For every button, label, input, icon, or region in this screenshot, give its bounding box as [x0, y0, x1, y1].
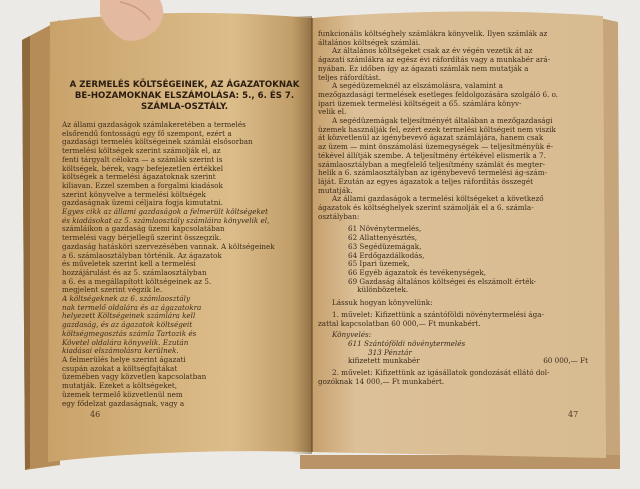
text-line: költségek, bérek, vagy befejezetlen értékkel: [62, 164, 224, 173]
page-number-right: 47: [568, 410, 579, 419]
text-line: teljes ráfordítást.: [318, 73, 381, 82]
text-line: gazdaság, és az ágazatok költségeit: [62, 321, 193, 330]
account-item: 62 Állattenyésztés,: [348, 234, 418, 243]
text-line: és műveletek szerint kell a termelési: [62, 260, 196, 269]
text-line: gazdasági termelés költségeinek számlái elsősorban: [62, 138, 253, 147]
text-line: tékével állítják szembe. A teljesítmény értékével elismerik a 7.: [318, 151, 546, 160]
text-line: számlaosztályban a megfelelő teljesítmény számlát és megter-: [318, 160, 545, 169]
text-line: kiliavan. Ezzel szemben a forgalmi kiadások: [62, 181, 223, 190]
text-line: az üzem — mint önszámolási üzemegységek — teljesítményük é-: [318, 143, 554, 152]
text-line: ágazatok és költséghelyek szerint számolják el a 6. számla-: [318, 204, 534, 213]
text-line: fenti tárgyalt célokra — a számlák szerint is: [62, 155, 223, 164]
section-heading: A ZERMELÉS KÖLTSÉGEINEK, AZ ÁGAZATOKNAK BE-HOZAMOKNAK ELSZÁMOLÁSA: 5., 6. ÉS 7. SZÁMLA-OSZTÁLY.: [69, 80, 300, 112]
text-line: kiadásai elszámolásra kerülnek.: [62, 347, 179, 356]
left-page-content: [62, 40, 307, 420]
account-item: 64 Erdőgazdálkodás,: [348, 251, 425, 260]
text-line: Az általános költségeket csak az év végén vezetik át az: [332, 47, 533, 56]
page-number-left: 46: [90, 410, 101, 419]
booking-line: kifizetett munkabér: [348, 357, 420, 366]
text-line: nak termelő oldalára és az ágazatokra: [62, 303, 202, 312]
text-line: Az állami gazdaságok számlakeretében a termelés: [62, 121, 246, 129]
text-line: a 6. számlaosztályban történik. Az ágazatok: [62, 251, 222, 260]
text-line: zattal kapcsolatban 60 000,— Ft munkabért.: [318, 319, 481, 328]
account-item: 65 Ipari üzemek,: [348, 260, 410, 269]
right-page-text: [318, 30, 608, 386]
text-line: megjelent szerint végzik le.: [62, 286, 163, 295]
text-line: A költségeknek az 6. számlaosztály: [62, 295, 191, 304]
text-line: A felmerülés helye szerint ágazati: [62, 355, 186, 364]
text-line: ipari üzemek termelési költségeit a 65. számlára könyv-: [318, 99, 522, 108]
text-line: üzemében vagy közvetlen kapcsolatban: [62, 373, 207, 382]
text-line: üzemek termelő közvetlenül nem: [62, 390, 183, 399]
text-line: elsőrendű fontosságú egy fő szempont, ezért a: [62, 129, 232, 138]
text-line: egy fődelzat gazdaságnak, vagy a: [62, 399, 185, 408]
text-line: gazdaságnak üzemi céljaira fogja kimutatni.: [62, 199, 223, 208]
text-line: 2. művelet: Kifizettünk az igásállatok gondozását ellátó dol-: [332, 369, 550, 378]
text-line: Az állami gazdaságok a termelési költségeket a következő: [332, 195, 544, 204]
text-line: termelési költségek szerint számolják el, az: [62, 147, 221, 156]
text-line: gozóknak 14 000,— Ft munkabért.: [318, 377, 445, 386]
account-item: 63 Segédüzemágak,: [348, 242, 422, 251]
booking-amount: 60 000,— Ft: [543, 357, 588, 366]
text-line: velik el.: [318, 108, 347, 117]
text-line: funkcionális költséghely számlákra könyvelik. Ilyen számlák az: [318, 30, 548, 38]
text-line: a 6. és a megállapított költségeinek az 5.: [62, 277, 212, 286]
text-line: termelési vagy bérjellegű szerint összegzik.: [62, 234, 222, 243]
booking-line: 611 Szántóföldi növénytermelés: [348, 339, 466, 348]
text-line: Követel oldalára könyvelik. Ezután: [62, 338, 189, 347]
text-line: szerint könyvelve a termelési költségek: [62, 190, 206, 199]
text-line: A segédüzemeknél az elszámolásra, valamint a: [332, 82, 503, 91]
booking-label: Könyvelés:: [332, 331, 372, 340]
right-page-content: [318, 30, 608, 430]
text-line: át közvetlenül az igénybevevő ágazat számlájára, hanem csak: [318, 134, 544, 143]
text-line: helyezett Költségeinek számlára kell: [62, 312, 196, 321]
text-line: mutatják.: [318, 186, 353, 195]
text-line: A segédüzemágak teljesítményét általában a mezőgazdasági: [332, 117, 553, 126]
text-line: csupán azokat a költségfajtákat: [62, 364, 178, 373]
booking-line: 313 Pénztár: [368, 348, 412, 357]
text-line: nyában. Ez időben így az ágazati számlák nem mutatják a: [318, 64, 529, 73]
text-line: helik a 6. számlaosztályban az igénybevevő termelési ág-szám-: [318, 169, 547, 178]
account-item: 69 Gazdaság általános költségei és elszámolt érték-: [348, 277, 537, 286]
text-line: általános költségek számlái.: [318, 38, 421, 47]
text-line: gazdaság hatásköri szervezésében vannak. A költségeinek: [62, 242, 275, 251]
text-line: láját. Ezután az egyes ágazatok a teljes ráfordítás összegét: [318, 177, 534, 186]
text-line: hozzájárulást és az 5. számlaosztályban: [62, 268, 207, 277]
text-line: ágazati számlákra az egész évi ráfordítás vagy a munkabér ará-: [318, 56, 551, 65]
example-intro: Lássuk hogyan könyvelünk:: [332, 299, 433, 308]
account-item: különbözetek.: [348, 286, 409, 295]
text-line: és kiadásokat az 5. számlaosztály számláira könyvelik el,: [62, 216, 270, 225]
account-item: 66 Egyéb ágazatok és tevékenységek,: [348, 268, 486, 277]
account-item: 61 Növénytermelés,: [348, 225, 422, 234]
text-line: 1. művelet: Kifizettünk a szántóföldi növénytermelési ága-: [332, 310, 544, 319]
text-line: költségmegosztás számla Tartozik és: [62, 329, 197, 338]
text-line: Egyes cikk az állami gazdaságok a felmerült költségeket: [62, 208, 269, 217]
text-line: költségek a termelési ágazatoknak szerint: [62, 173, 216, 182]
text-line: mutatják. Ezeket a költségeket,: [62, 382, 178, 391]
text-line: osztályban:: [318, 212, 360, 221]
text-line: üzemek használják fel, ezért ezek termelési költségeit nem viszik: [318, 125, 556, 134]
left-page-text: [62, 121, 307, 408]
text-line: mezőgazdasági termelések esetleges feldolgozására szolgáló 6. o.: [318, 90, 559, 99]
text-line: számláikon a gazdaság üzemi kapcsolatában: [62, 225, 225, 234]
